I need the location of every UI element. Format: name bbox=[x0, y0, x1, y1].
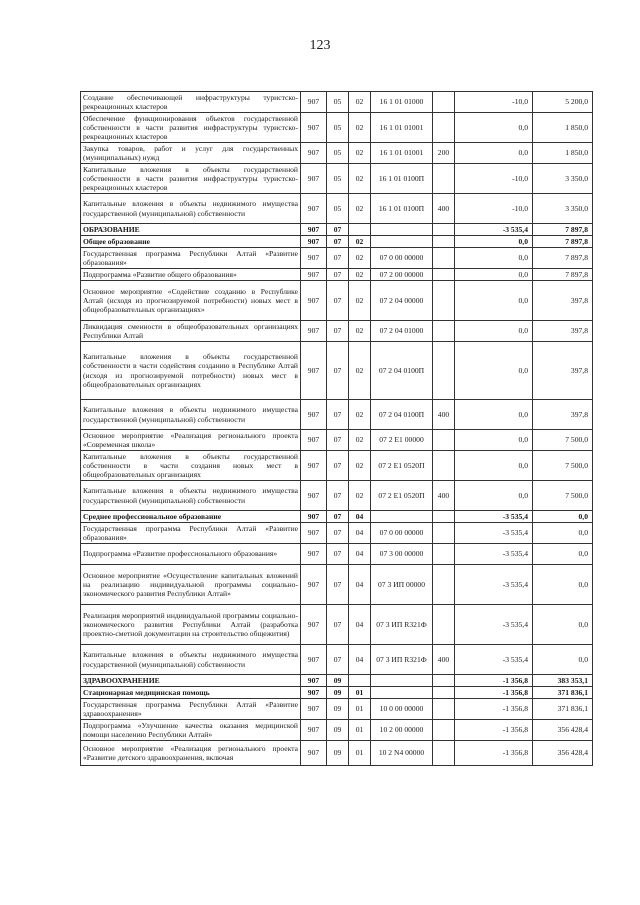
row-section-code: 07 bbox=[327, 544, 349, 565]
row-expense-type-code bbox=[433, 269, 455, 281]
row-change-amount: 0,0 bbox=[455, 321, 533, 342]
row-expense-type-code bbox=[433, 430, 455, 451]
row-name: Государственная программа Республики Алтай «Развитие образования» bbox=[81, 248, 301, 269]
row-name: Обеспечение функционирования объектов государственной собственности в части развития инфраструктуры туристско-рекреационных кластеров bbox=[81, 113, 301, 143]
table-row bbox=[81, 143, 593, 164]
row-expense-type-code bbox=[433, 675, 455, 687]
row-ved-code: 907 bbox=[301, 400, 327, 430]
row-change-amount: -10,0 bbox=[455, 92, 533, 113]
row-change-amount: 0,0 bbox=[455, 342, 533, 400]
row-change-amount: -1 356,8 bbox=[455, 741, 533, 766]
row-expense-type-code bbox=[433, 605, 455, 645]
row-name: Капитальные вложения в объекты недвижимого имущества государственной (муниципальной) собственности bbox=[81, 400, 301, 430]
row-ved-code: 907 bbox=[301, 248, 327, 269]
table-row bbox=[81, 544, 593, 565]
row-change-amount: -10,0 bbox=[455, 164, 533, 194]
row-name: Подпрограмма «Улучшение качества оказания медицинской помощи населению Республики Алтай» bbox=[81, 720, 301, 741]
row-subsection-code: 04 bbox=[349, 645, 371, 675]
row-subsection-code: 02 bbox=[349, 400, 371, 430]
row-section-code: 07 bbox=[327, 281, 349, 321]
table-row bbox=[81, 321, 593, 342]
row-section-code: 07 bbox=[327, 645, 349, 675]
row-target-article-code: 16 1 01 01001 bbox=[371, 113, 433, 143]
row-expense-type-code bbox=[433, 224, 455, 236]
row-name: ЗДРАВООХРАНЕНИЕ bbox=[81, 675, 301, 687]
row-name: Подпрограмма «Развитие общего образования» bbox=[81, 269, 301, 281]
table-row bbox=[81, 687, 593, 699]
row-target-article-code: 07 2 00 00000 bbox=[371, 269, 433, 281]
row-name: Капитальные вложения в объекты недвижимого имущества государственной (муниципальной) собственности bbox=[81, 194, 301, 224]
row-section-code: 07 bbox=[327, 321, 349, 342]
row-ved-code: 907 bbox=[301, 605, 327, 645]
row-change-amount: -3 535,4 bbox=[455, 605, 533, 645]
row-subsection-code: 01 bbox=[349, 720, 371, 741]
row-total-amount: 7 897,8 bbox=[533, 269, 593, 281]
row-expense-type-code bbox=[433, 281, 455, 321]
row-total-amount: 7 500,0 bbox=[533, 451, 593, 481]
row-total-amount: 397,8 bbox=[533, 342, 593, 400]
row-name: Основное мероприятие «Осуществление капитальных вложений на реализацию индивидуальной программы социально-экономического развития Республики Алтай» bbox=[81, 565, 301, 605]
table-row bbox=[81, 113, 593, 143]
row-subsection-code: 02 bbox=[349, 164, 371, 194]
row-subsection-code bbox=[349, 224, 371, 236]
row-change-amount: 0,0 bbox=[455, 481, 533, 511]
row-ved-code: 907 bbox=[301, 321, 327, 342]
row-subsection-code: 02 bbox=[349, 451, 371, 481]
row-expense-type-code: 400 bbox=[433, 481, 455, 511]
row-ved-code: 907 bbox=[301, 451, 327, 481]
row-target-article-code: 07 2 04 0100П bbox=[371, 342, 433, 400]
row-total-amount: 1 850,0 bbox=[533, 113, 593, 143]
row-total-amount: 7 897,8 bbox=[533, 248, 593, 269]
table-row bbox=[81, 481, 593, 511]
row-name: Государственная программа Республики Алтай «Развитие образования» bbox=[81, 523, 301, 544]
row-name: Стационарная медицинская помощь bbox=[81, 687, 301, 699]
row-total-amount: 7 500,0 bbox=[533, 481, 593, 511]
row-name: Реализация мероприятий индивидуальной программы социально-экономического развития Республики Алтай (разработка проектно-сметной документации на строительство общежития) bbox=[81, 605, 301, 645]
row-ved-code: 907 bbox=[301, 675, 327, 687]
row-ved-code: 907 bbox=[301, 281, 327, 321]
row-total-amount: 371 836,1 bbox=[533, 687, 593, 699]
row-target-article-code: 10 0 00 00000 bbox=[371, 699, 433, 720]
row-target-article-code bbox=[371, 687, 433, 699]
row-subsection-code: 02 bbox=[349, 342, 371, 400]
budget-table bbox=[80, 91, 593, 766]
row-total-amount: 3 350,0 bbox=[533, 164, 593, 194]
row-subsection-code: 01 bbox=[349, 687, 371, 699]
row-target-article-code bbox=[371, 236, 433, 248]
row-section-code: 05 bbox=[327, 113, 349, 143]
row-expense-type-code: 400 bbox=[433, 645, 455, 675]
row-subsection-code: 04 bbox=[349, 544, 371, 565]
row-section-code: 09 bbox=[327, 720, 349, 741]
row-section-code: 07 bbox=[327, 523, 349, 544]
row-expense-type-code bbox=[433, 544, 455, 565]
row-section-code: 07 bbox=[327, 430, 349, 451]
table-row bbox=[81, 236, 593, 248]
table-row bbox=[81, 194, 593, 224]
table-row bbox=[81, 699, 593, 720]
row-subsection-code: 02 bbox=[349, 481, 371, 511]
row-expense-type-code bbox=[433, 164, 455, 194]
row-change-amount: -3 535,4 bbox=[455, 645, 533, 675]
row-target-article-code: 07 3 00 00000 bbox=[371, 544, 433, 565]
table-row bbox=[81, 430, 593, 451]
row-change-amount: 0,0 bbox=[455, 113, 533, 143]
row-name: ОБРАЗОВАНИЕ bbox=[81, 224, 301, 236]
row-target-article-code: 07 3 ИП R321Ф bbox=[371, 645, 433, 675]
row-subsection-code: 02 bbox=[349, 236, 371, 248]
row-expense-type-code bbox=[433, 342, 455, 400]
table-row bbox=[81, 224, 593, 236]
row-name: Создание обеспечивающей инфраструктуры туристско-рекреационных кластеров bbox=[81, 92, 301, 113]
row-target-article-code: 16 1 01 0100П bbox=[371, 194, 433, 224]
row-section-code: 07 bbox=[327, 342, 349, 400]
row-ved-code: 907 bbox=[301, 113, 327, 143]
row-subsection-code: 02 bbox=[349, 143, 371, 164]
table-row bbox=[81, 92, 593, 113]
row-change-amount: -3 535,4 bbox=[455, 565, 533, 605]
row-section-code: 07 bbox=[327, 481, 349, 511]
row-ved-code: 907 bbox=[301, 164, 327, 194]
row-subsection-code bbox=[349, 675, 371, 687]
table-row bbox=[81, 451, 593, 481]
row-ved-code: 907 bbox=[301, 92, 327, 113]
row-expense-type-code: 400 bbox=[433, 194, 455, 224]
row-target-article-code: 07 2 E1 00000 bbox=[371, 430, 433, 451]
row-target-article-code: 10 2 00 00000 bbox=[371, 720, 433, 741]
row-subsection-code: 04 bbox=[349, 511, 371, 523]
row-total-amount: 0,0 bbox=[533, 645, 593, 675]
row-total-amount: 0,0 bbox=[533, 605, 593, 645]
row-section-code: 07 bbox=[327, 224, 349, 236]
row-name: Капитальные вложения в объекты государственной собственности в части создания новых мест в общеобразовательных организациях bbox=[81, 451, 301, 481]
row-total-amount: 397,8 bbox=[533, 281, 593, 321]
row-section-code: 07 bbox=[327, 236, 349, 248]
row-total-amount: 1 850,0 bbox=[533, 143, 593, 164]
row-change-amount: 0,0 bbox=[455, 430, 533, 451]
row-change-amount: -3 535,4 bbox=[455, 544, 533, 565]
row-target-article-code bbox=[371, 511, 433, 523]
row-change-amount: 0,0 bbox=[455, 248, 533, 269]
row-expense-type-code bbox=[433, 720, 455, 741]
row-ved-code: 907 bbox=[301, 194, 327, 224]
row-expense-type-code: 200 bbox=[433, 143, 455, 164]
row-total-amount: 7 897,8 bbox=[533, 224, 593, 236]
row-section-code: 07 bbox=[327, 511, 349, 523]
row-expense-type-code bbox=[433, 321, 455, 342]
table-row bbox=[81, 645, 593, 675]
row-ved-code: 907 bbox=[301, 481, 327, 511]
row-ved-code: 907 bbox=[301, 342, 327, 400]
row-name: Капитальные вложения в объекты недвижимого имущества государственной (муниципальной) собственности bbox=[81, 481, 301, 511]
table-row bbox=[81, 248, 593, 269]
row-target-article-code: 07 3 ИП 00000 bbox=[371, 565, 433, 605]
row-section-code: 05 bbox=[327, 164, 349, 194]
row-ved-code: 907 bbox=[301, 523, 327, 544]
row-total-amount: 7 897,8 bbox=[533, 236, 593, 248]
row-ved-code: 907 bbox=[301, 143, 327, 164]
row-section-code: 07 bbox=[327, 451, 349, 481]
row-subsection-code: 04 bbox=[349, 523, 371, 544]
row-ved-code: 907 bbox=[301, 511, 327, 523]
table-row bbox=[81, 523, 593, 544]
row-expense-type-code bbox=[433, 699, 455, 720]
row-subsection-code: 02 bbox=[349, 430, 371, 451]
row-expense-type-code: 400 bbox=[433, 400, 455, 430]
row-subsection-code: 02 bbox=[349, 113, 371, 143]
row-name: Среднее профессиональное образование bbox=[81, 511, 301, 523]
row-target-article-code: 16 1 01 01000 bbox=[371, 92, 433, 113]
row-total-amount: 0,0 bbox=[533, 544, 593, 565]
row-change-amount: 0,0 bbox=[455, 281, 533, 321]
row-name: Подпрограмма «Развитие профессионального образования» bbox=[81, 544, 301, 565]
row-subsection-code: 02 bbox=[349, 92, 371, 113]
row-target-article-code: 07 3 ИП R321Ф bbox=[371, 605, 433, 645]
row-name: Капитальные вложения в объекты государственной собственности в части развития инфраструктуры туристско-рекреационных кластеров bbox=[81, 164, 301, 194]
row-target-article-code: 07 0 00 00000 bbox=[371, 248, 433, 269]
row-subsection-code: 02 bbox=[349, 248, 371, 269]
row-expense-type-code bbox=[433, 523, 455, 544]
row-section-code: 09 bbox=[327, 687, 349, 699]
row-ved-code: 907 bbox=[301, 699, 327, 720]
row-expense-type-code bbox=[433, 236, 455, 248]
row-name: Государственная программа Республики Алтай «Развитие здравоохранения» bbox=[81, 699, 301, 720]
row-target-article-code: 07 2 04 0100П bbox=[371, 400, 433, 430]
row-subsection-code: 04 bbox=[349, 565, 371, 605]
table-row bbox=[81, 164, 593, 194]
row-ved-code: 907 bbox=[301, 224, 327, 236]
row-section-code: 05 bbox=[327, 143, 349, 164]
row-subsection-code: 01 bbox=[349, 699, 371, 720]
row-change-amount: -10,0 bbox=[455, 194, 533, 224]
row-target-article-code: 10 2 N4 00000 bbox=[371, 741, 433, 766]
row-subsection-code: 04 bbox=[349, 605, 371, 645]
row-total-amount: 5 200,0 bbox=[533, 92, 593, 113]
row-name: Ликвидация сменности в общеобразовательных организациях Республики Алтай bbox=[81, 321, 301, 342]
row-total-amount: 371 836,1 bbox=[533, 699, 593, 720]
table-row bbox=[81, 342, 593, 400]
table-row bbox=[81, 511, 593, 523]
row-target-article-code: 07 2 E1 0520П bbox=[371, 451, 433, 481]
row-target-article-code: 07 2 04 01000 bbox=[371, 321, 433, 342]
row-target-article-code bbox=[371, 675, 433, 687]
row-change-amount: 0,0 bbox=[455, 236, 533, 248]
row-section-code: 07 bbox=[327, 400, 349, 430]
row-total-amount: 356 428,4 bbox=[533, 720, 593, 741]
row-total-amount: 397,8 bbox=[533, 321, 593, 342]
row-total-amount: 0,0 bbox=[533, 565, 593, 605]
table-row bbox=[81, 675, 593, 687]
row-section-code: 09 bbox=[327, 675, 349, 687]
row-change-amount: -1 356,8 bbox=[455, 699, 533, 720]
row-change-amount: 0,0 bbox=[455, 451, 533, 481]
row-ved-code: 907 bbox=[301, 430, 327, 451]
row-change-amount: -1 356,8 bbox=[455, 687, 533, 699]
row-section-code: 07 bbox=[327, 565, 349, 605]
table-row bbox=[81, 605, 593, 645]
row-change-amount: -3 535,4 bbox=[455, 224, 533, 236]
row-total-amount: 0,0 bbox=[533, 523, 593, 544]
row-name: Закупка товаров, работ и услуг для государственных (муниципальных) нужд bbox=[81, 143, 301, 164]
row-change-amount: 0,0 bbox=[455, 143, 533, 164]
page-number: 123 bbox=[309, 38, 331, 53]
row-ved-code: 907 bbox=[301, 236, 327, 248]
row-expense-type-code bbox=[433, 451, 455, 481]
row-name: Основное мероприятие «Содействие созданию в Республике Алтай (исходя из прогнозируемой потребности) новых мест в общеобразовательных организациях» bbox=[81, 281, 301, 321]
row-expense-type-code bbox=[433, 741, 455, 766]
row-section-code: 07 bbox=[327, 269, 349, 281]
row-subsection-code: 02 bbox=[349, 269, 371, 281]
row-total-amount: 0,0 bbox=[533, 511, 593, 523]
row-total-amount: 3 350,0 bbox=[533, 194, 593, 224]
row-subsection-code: 02 bbox=[349, 321, 371, 342]
row-section-code: 07 bbox=[327, 248, 349, 269]
row-ved-code: 907 bbox=[301, 269, 327, 281]
row-subsection-code: 01 bbox=[349, 741, 371, 766]
row-section-code: 09 bbox=[327, 699, 349, 720]
row-target-article-code: 07 2 E1 0520П bbox=[371, 481, 433, 511]
row-change-amount: 0,0 bbox=[455, 400, 533, 430]
row-expense-type-code bbox=[433, 565, 455, 605]
row-subsection-code: 02 bbox=[349, 194, 371, 224]
table-row bbox=[81, 741, 593, 766]
table-row bbox=[81, 400, 593, 430]
row-target-article-code: 16 1 01 0100П bbox=[371, 164, 433, 194]
row-total-amount: 383 353,1 bbox=[533, 675, 593, 687]
row-expense-type-code bbox=[433, 248, 455, 269]
row-ved-code: 907 bbox=[301, 687, 327, 699]
row-section-code: 09 bbox=[327, 741, 349, 766]
row-target-article-code: 16 1 01 01001 bbox=[371, 143, 433, 164]
row-target-article-code bbox=[371, 224, 433, 236]
row-name: Капитальные вложения в объекты государственной собственности в части содействия созданию в Республике Алтай (исходя из прогнозируемой потребности) новых мест в общеобразовательных организациях bbox=[81, 342, 301, 400]
row-expense-type-code bbox=[433, 687, 455, 699]
row-target-article-code: 07 0 00 00000 bbox=[371, 523, 433, 544]
row-total-amount: 397,8 bbox=[533, 400, 593, 430]
row-target-article-code: 07 2 04 00000 bbox=[371, 281, 433, 321]
row-section-code: 07 bbox=[327, 605, 349, 645]
row-expense-type-code bbox=[433, 92, 455, 113]
table-row bbox=[81, 565, 593, 605]
row-section-code: 05 bbox=[327, 92, 349, 113]
row-expense-type-code bbox=[433, 511, 455, 523]
table-row bbox=[81, 281, 593, 321]
row-name: Капитальные вложения в объекты недвижимого имущества государственной (муниципальной) собственности bbox=[81, 645, 301, 675]
row-ved-code: 907 bbox=[301, 720, 327, 741]
row-subsection-code: 02 bbox=[349, 281, 371, 321]
row-ved-code: 907 bbox=[301, 741, 327, 766]
row-expense-type-code bbox=[433, 113, 455, 143]
table-row bbox=[81, 269, 593, 281]
row-name: Основное мероприятие «Реализация регионального проекта «Современная школа» bbox=[81, 430, 301, 451]
row-ved-code: 907 bbox=[301, 565, 327, 605]
row-total-amount: 356 428,4 bbox=[533, 741, 593, 766]
row-ved-code: 907 bbox=[301, 645, 327, 675]
row-change-amount: 0,0 bbox=[455, 269, 533, 281]
row-change-amount: -3 535,4 bbox=[455, 511, 533, 523]
row-name: Основное мероприятие «Реализация регионального проекта «Развитие детского здравоохранения, включая bbox=[81, 741, 301, 766]
row-ved-code: 907 bbox=[301, 544, 327, 565]
row-total-amount: 7 500,0 bbox=[533, 430, 593, 451]
row-change-amount: -1 356,8 bbox=[455, 720, 533, 741]
row-name: Общее образование bbox=[81, 236, 301, 248]
row-change-amount: -1 356,8 bbox=[455, 675, 533, 687]
row-change-amount: -3 535,4 bbox=[455, 523, 533, 544]
table-row bbox=[81, 720, 593, 741]
row-section-code: 05 bbox=[327, 194, 349, 224]
